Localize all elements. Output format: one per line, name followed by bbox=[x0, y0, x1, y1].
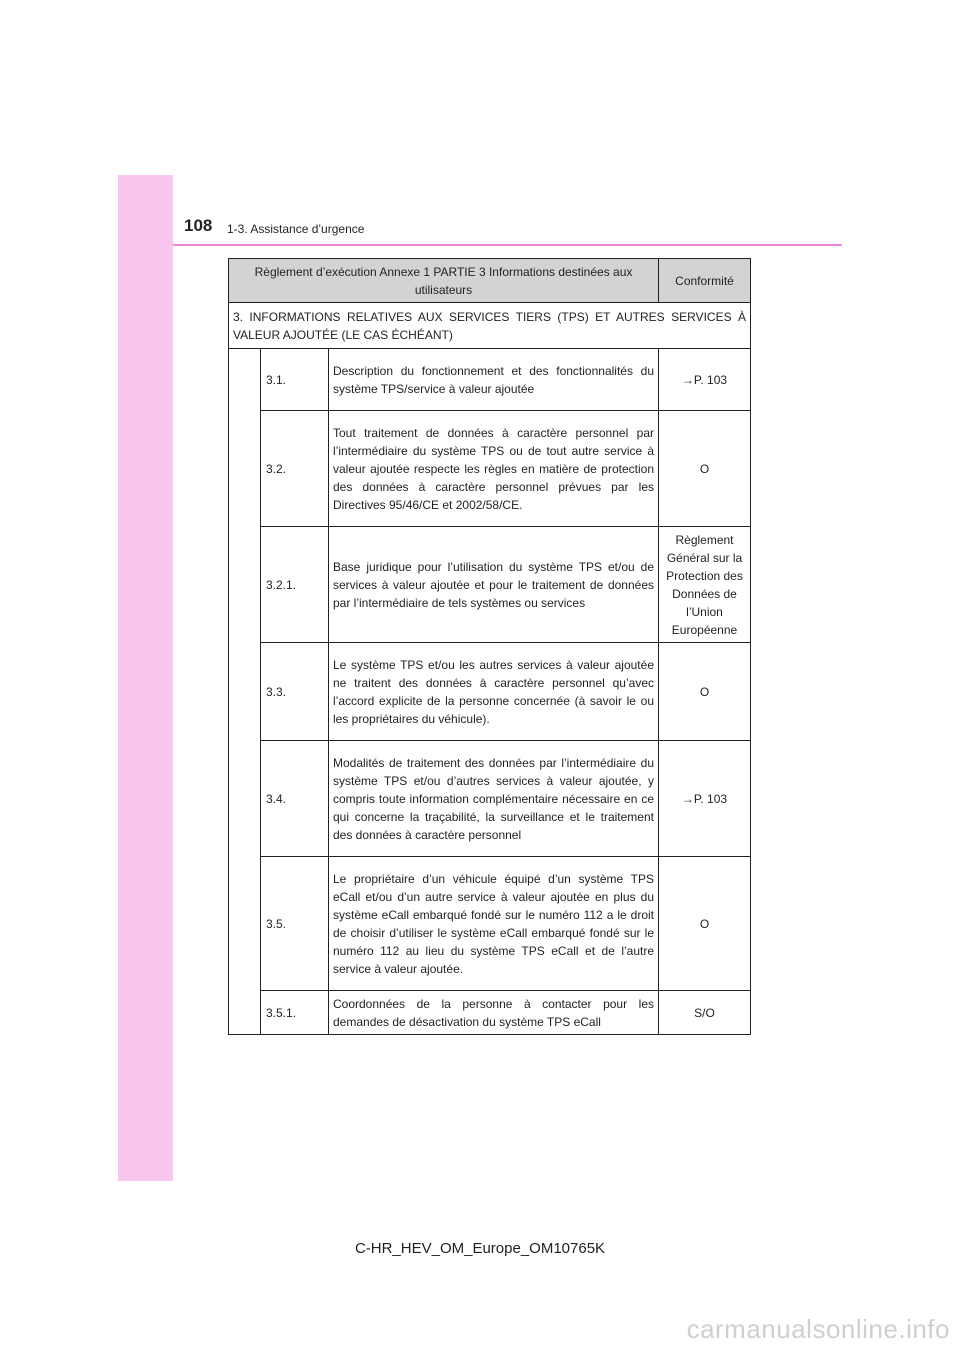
document-id-footer: C-HR_HEV_OM_Europe_OM10765K bbox=[354, 1240, 606, 1257]
header-conformity: Conformité bbox=[659, 259, 751, 303]
row-conformity: Règlement Général sur la Protection des Données de l’Union Européenne bbox=[659, 527, 751, 643]
row-conformity: O bbox=[659, 643, 751, 741]
page-number: 108 bbox=[184, 216, 213, 235]
conformity-table-container bbox=[228, 258, 750, 1035]
table-header-row bbox=[229, 259, 751, 303]
row-conformity: →P. 103 bbox=[659, 349, 751, 411]
row-number: 3.2.1. bbox=[261, 527, 329, 643]
header-regulation: Règlement d’exécution Annexe 1 PARTIE 3 Informations destinées aux utilisateurs bbox=[229, 259, 659, 303]
table-row bbox=[229, 527, 751, 643]
row-number: 3.4. bbox=[261, 741, 329, 857]
conformity-table bbox=[228, 258, 751, 1035]
row-conformity: S/O bbox=[659, 991, 751, 1035]
row-description: Modalités de traitement des données par l’intermédiaire du système TPS et/ou d’autres services à valeur ajoutée, y compris toute information complémentaire nécessaire en ce qui concerne la traçabilité, la surveillance et le traitement des données à caractère personnel bbox=[329, 741, 659, 857]
row-description: Le système TPS et/ou les autres services à valeur ajoutée ne traitent des données à caractère personnel qu’avec l’accord explicite de la personne concernée (à savoir le ou les propriétaires du véhicule). bbox=[329, 643, 659, 741]
table-row bbox=[229, 741, 751, 857]
table-row bbox=[229, 643, 751, 741]
row-number: 3.3. bbox=[261, 643, 329, 741]
side-tab-band bbox=[118, 175, 173, 1181]
section-title: 1-3. Assistance d’urgence bbox=[227, 222, 365, 236]
row-description: Base juridique pour l’utilisation du système TPS et/ou de services à valeur ajoutée et pour le traitement de données par l’intermédiaire de tels systèmes ou services bbox=[329, 527, 659, 643]
table-row bbox=[229, 991, 751, 1035]
row-number: 3.1. bbox=[261, 349, 329, 411]
row-conformity: O bbox=[659, 411, 751, 527]
section-row bbox=[229, 303, 751, 349]
row-description: Description du fonctionnement et des fonctionnalités du système TPS/service à valeur ajoutée bbox=[329, 349, 659, 411]
row-description: Coordonnées de la personne à contacter pour les demandes de désactivation du système TPS eCall bbox=[329, 991, 659, 1035]
row-number: 3.5. bbox=[261, 857, 329, 991]
section-title-cell: 3. INFORMATIONS RELATIVES AUX SERVICES TIERS (TPS) ET AUTRES SERVICES À VALEUR AJOUTÉE (LE CAS ÉCHÉANT) bbox=[229, 303, 751, 349]
row-conformity: →P. 103 bbox=[659, 741, 751, 857]
table-row bbox=[229, 349, 751, 411]
row-description: Le propriétaire d’un véhicule équipé d’un système TPS eCall et/ou d’un autre service à valeur ajoutée en plus du système eCall embarqué fondé sur le numéro 112 a le droit de choisir d’utiliser le système eCall embarqué fondé sur le numéro 112 au lieu du système TPS eCall et de l’autre service à valeur ajoutée. bbox=[329, 857, 659, 991]
row-description: Tout traitement de données à caractère personnel par l’intermédiaire du système TPS ou de tout autre service à valeur ajoutée respecte les règles en matière de protection des données à caractère personnel prévues par les Directives 95/46/CE et 2002/58/CE. bbox=[329, 411, 659, 527]
row-number: 3.5.1. bbox=[261, 991, 329, 1035]
header-rule bbox=[173, 244, 842, 246]
table-row bbox=[229, 411, 751, 527]
row-conformity: O bbox=[659, 857, 751, 991]
site-watermark: carmanualsonline.info bbox=[686, 1314, 950, 1344]
row-number: 3.2. bbox=[261, 411, 329, 527]
indent-cell bbox=[229, 349, 261, 1035]
table-row bbox=[229, 857, 751, 991]
